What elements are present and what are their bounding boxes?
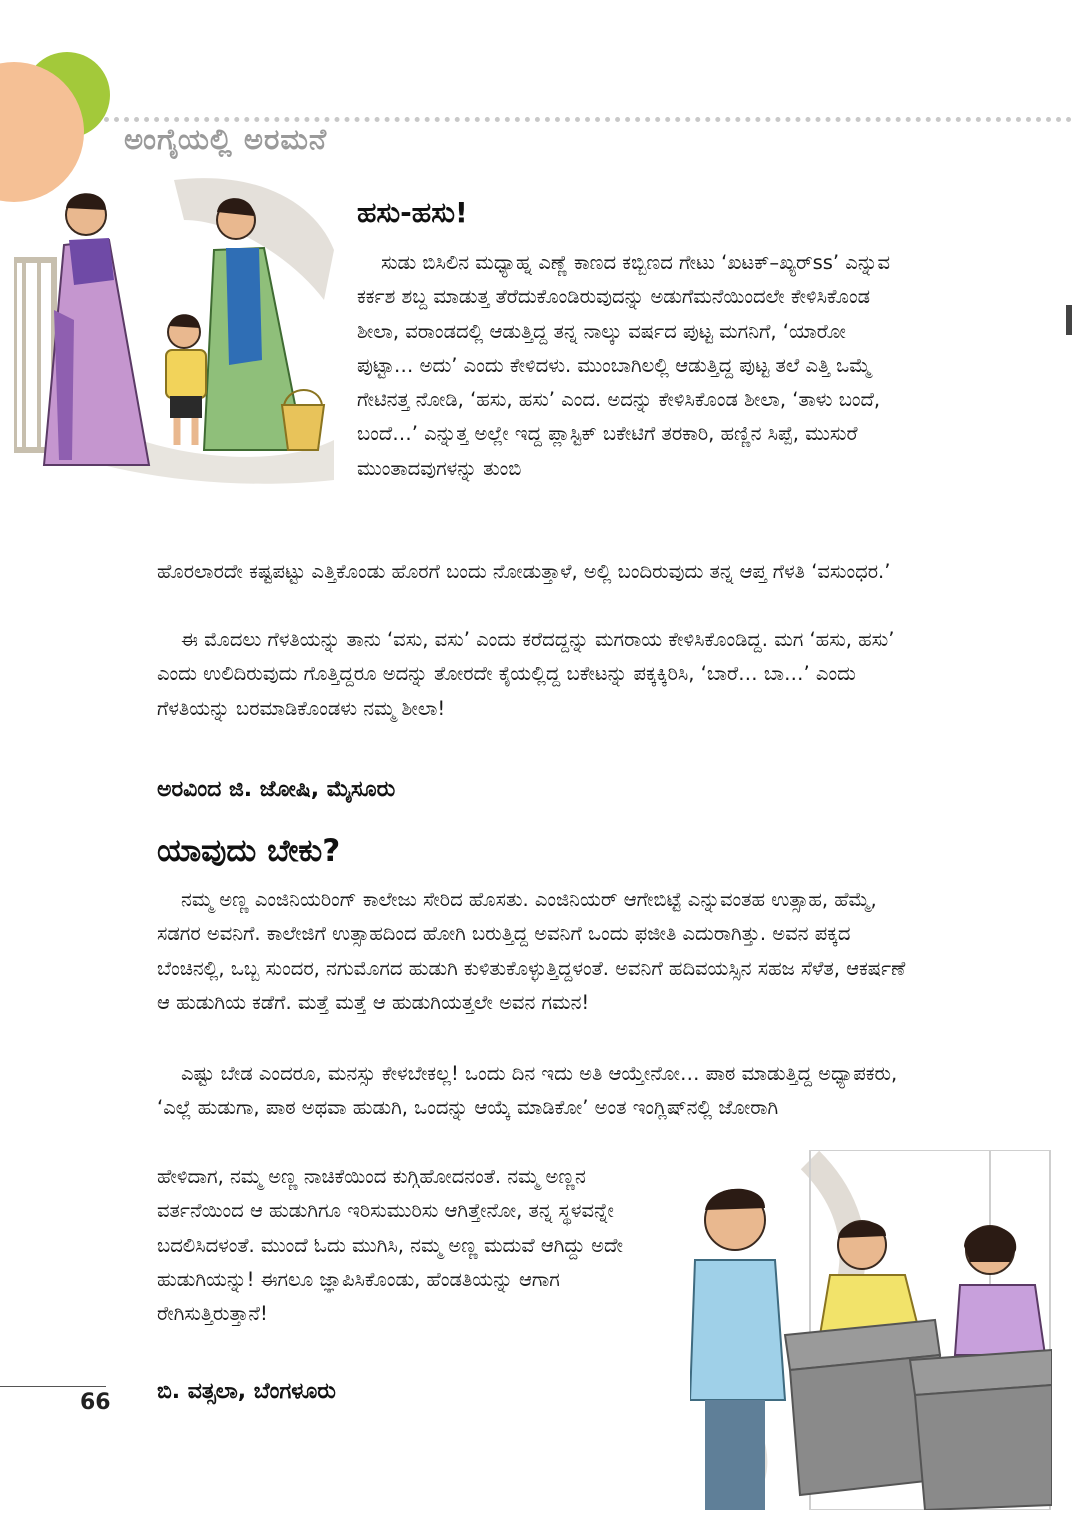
section-title: ಅಂಗೈಯಲ್ಲಿ ಅರಮನೆ (124, 122, 328, 156)
page-number-rule (0, 1386, 106, 1387)
story2-author: ಬಿ. ವತ್ಸಲಾ, ಬೆಂಗಳೂರು (157, 1379, 336, 1404)
story1-illustration (14, 160, 344, 490)
story2-paragraph2-continued: ಹೇಳಿದಾಗ, ನಮ್ಮ ಅಣ್ಣ ನಾಚಿಕೆಯಿಂದ ಕುಗ್ಗಿಹೋದನಂತೆ. ನಮ್ಮ ಅಣ್ಣನ ವರ್ತನೆಯಿಂದ ಆ ಹುಡುಗಿಗೂ ಇರಿಸುಮುರಿಸು ಆಗಿತ್ತೇನೋ, ತನ್ನ ಸ್ಥಳವನ್ನೇ ಬದಲಿಸಿದಳಂತೆ. ಮುಂದೆ ಓದು ಮುಗಿಸಿ, ನಮ್ಮ ಅಣ್ಣ ಮದುವೆ ಆಗಿದ್ದು ಅದೇ ಹುಡುಗಿಯನ್ನು! ಈಗಲೂ ಜ್ಞಾಪಿಸಿಕೊಂಡು, ಹೆಂಡತಿಯನ್ನು ಆಗಾಗ ರೇಗಿಸುತ್ತಿರುತ್ತಾನೆ! (157, 1165, 623, 1326)
story2-paragraph1: ನಮ್ಮ ಅಣ್ಣ ಎಂಜಿನಿಯರಿಂಗ್ ಕಾಲೇಜು ಸೇರಿದ ಹೊಸತು. ಎಂಜಿನಿಯರ್ ಆಗೇಬಿಟ್ಟೆ ಎನ್ನುವಂತಹ ಉತ್ಸಾಹ, ಹೆಮ್ಮೆ, ಸಡಗರ ಅವನಿಗೆ. ಕಾಲೇಜಿಗೆ ಉತ್ಸಾಹದಿಂದ ಹೋಗಿ ಬರುತ್ತಿದ್ದ ಅವನಿಗೆ ಒಂದು ಫಜೀತಿ ಎದುರಾಗಿತ್ತು. ಅವನ ಪಕ್ಕದ ಬೆಂಚಿನಲ್ಲಿ, ಒಬ್ಬ ಸುಂದರ, ನಗುಮೊಗದ ಹುಡುಗಿ ಕುಳಿತುಕೊಳ್ಳುತ್ತಿದ್ದಳಂತೆ. ಅವನಿಗೆ ಹದಿವಯಸ್ಸಿನ ಸಹಜ ಸೆಳೆತ, ಆಕರ್ಷಣೆ ಆ ಹುಡುಗಿಯ ಕಡೆಗೆ. ಮತ್ತೆ ಮತ್ತೆ ಆ ಹುಡುಗಿಯತ್ತಲೇ ಅವನ ಗಮನ! (157, 888, 906, 1014)
story1-paragraph1-continued: ಹೊರಲಾರದೇ ಕಷ್ಟಪಟ್ಟು ಎತ್ತಿಕೊಂಡು ಹೊರಗೆ ಬಂದು ನೋಡುತ್ತಾಳೆ, ಅಲ್ಲಿ ಬಂದಿರುವುದು ತನ್ನ ಆಪ್ತ ಗೆಳತಿ ‘ವಸುಂಧರ.’ (157, 560, 891, 583)
story1-title: ಹಸು-ಹಸು! (357, 196, 468, 229)
story1-author: ಅರವಿಂದ ಜಿ. ಜೋಷಿ, ಮೈಸೂರು (157, 777, 396, 802)
page-number: 66 (80, 1390, 111, 1415)
page-edge-mark (1066, 305, 1072, 335)
story2-illustration (690, 1150, 1052, 1510)
story2-title: ಯಾವುದು ಬೇಕು? (157, 833, 341, 869)
story1-paragraph1: ಸುಡು ಬಿಸಿಲಿನ ಮಧ್ಯಾಹ್ನ ಎಣ್ಣೆ ಕಾಣದ ಕಬ್ಬಿಣದ ಗೇಟು ‘ಖಟಕ್–ಖ್ಯರ್‌ss’ ಎನ್ನುವ ಕರ್ಕಶ ಶಬ್ದ ಮಾಡುತ್ತ ತೆರೆದುಕೊಂಡಿರುವುದನ್ನು ಅಡುಗೆಮನೆಯಿಂದಲೇ ಕೇಳಿಸಿಕೊಂಡ ಶೀಲಾ, ವರಾಂಡದಲ್ಲಿ ಆಡುತ್ತಿದ್ದ ತನ್ನ ನಾಲ್ಕು ವರ್ಷದ ಪುಟ್ಟ ಮಗನಿಗೆ, ‘ಯಾರೋ ಪುಟ್ಟಾ… ಅದು’ ಎಂದು ಕೇಳಿದಳು. ಮುಂಬಾಗಿಲಲ್ಲಿ ಆಡುತ್ತಿದ್ದ ಪುಟ್ಟ ತಲೆ ಎತ್ತಿ ಒಮ್ಮೆ ಗೇಟಿನತ್ತ ನೋಡಿ, ‘ಹಸು, ಹಸು’ ಎಂದ. ಅದನ್ನು ಕೇಳಿಸಿಕೊಂಡ ಶೀಲಾ, ‘ತಾಳು ಬಂದೆ, ಬಂದೆ…’ ಎನ್ನುತ್ತ ಅಲ್ಲೇ ಇದ್ದ ಪ್ಲಾಸ್ಟಿಕ್ ಬಕೇಟಿಗೆ ತರಕಾರಿ, ಹಣ್ಣಿನ ಸಿಪ್ಪೆ, ಮುಸುರೆ ಮುಂತಾದವುಗಳನ್ನು ತುಂಬಿ (357, 251, 891, 480)
story1-paragraph2: ಈ ಮೊದಲು ಗೆಳತಿಯನ್ನು ತಾನು ‘ವಸು, ವಸು’ ಎಂದು ಕರೆದದ್ದನ್ನು ಮಗರಾಯ ಕೇಳಿಸಿಕೊಂಡಿದ್ದ. ಮಗ ‘ಹಸು, ಹಸು’ ಎಂದು ಉಲಿದಿರುವುದು ಗೊತ್ತಿದ್ದರೂ ಅದನ್ನು ತೋರದೇ ಕೈಯಲ್ಲಿದ್ದ ಬಕೇಟನ್ನು ಪಕ್ಕಕ್ಕಿರಿಸಿ, ‘ಬಾರೆ… ಬಾ…’ ಎಂದು ಗೆಳತಿಯನ್ನು ಬರಮಾಡಿಕೊಂಡಳು ನಮ್ಮ ಶೀಲಾ! (157, 628, 895, 720)
story2-paragraph2: ಎಷ್ಟು ಬೇಡ ಎಂದರೂ, ಮನಸ್ಸು ಕೇಳಬೇಕಲ್ಲ! ಒಂದು ದಿನ ಇದು ಅತಿ ಆಯ್ತೇನೋ… ಪಾಠ ಮಾಡುತ್ತಿದ್ದ ಅಧ್ಯಾಪಕರು, ‘ಎಲ್ಲೆ ಹುಡುಗಾ, ಪಾಠ ಅಥವಾ ಹುಡುಗಿ, ಒಂದನ್ನು ಆಯ್ಕೆ ಮಾಡಿಕೋ’ ಅಂತ ಇಂಗ್ಲಿಷ್‌ನಲ್ಲಿ ಜೋರಾಗಿ (157, 1062, 898, 1120)
